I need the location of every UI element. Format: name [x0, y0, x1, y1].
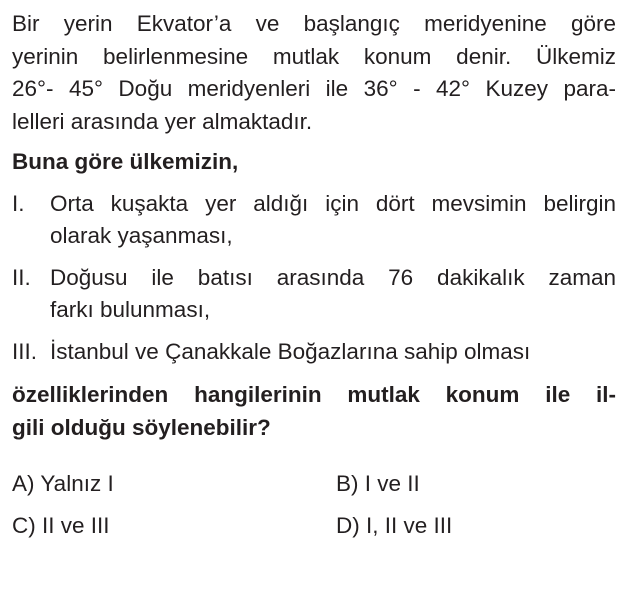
prompt-line: özelliklerinden hangilerinin mutlak konum ile il-: [12, 382, 616, 407]
statement-number: III.: [12, 338, 38, 364]
statement-item-1: [12, 188, 616, 253]
statement-text: [50, 188, 616, 253]
statement-line: İstanbul ve Çanakkale Boğazlarına sahip olması: [50, 338, 531, 364]
option-c[interactable]: C) II ve III: [12, 513, 110, 538]
statement-item-3: [12, 336, 616, 369]
stem-line: 26°- 45° Doğu meridyenleri ile 36° - 42° Kuzey para-: [12, 76, 616, 101]
statement-text: [50, 262, 616, 327]
statement-line: Orta kuşakta yer aldığı için dört mevsimin belirgin: [50, 190, 616, 216]
option-d[interactable]: D) I, II ve III: [336, 513, 453, 538]
question-page: [12, 8, 616, 558]
statement-text: [50, 336, 616, 369]
statement-item-2: [12, 262, 616, 327]
answer-options: [12, 468, 616, 558]
prompt-line: gili olduğu söylenebilir?: [12, 414, 271, 440]
question-stem: [12, 8, 616, 138]
statement-line: olarak yaşanması,: [50, 223, 233, 248]
option-a[interactable]: A) Yalnız I: [12, 471, 114, 496]
stem-line: yerinin belirlenmesine mutlak konum denir. Ülkemiz: [12, 43, 616, 69]
statement-line: farkı bulunması,: [50, 297, 211, 322]
option-b[interactable]: B) I ve II: [336, 471, 420, 496]
statement-number: II.: [12, 264, 31, 290]
stem-line: Bir yerin Ekvator’a ve başlangıç meridyenine göre: [12, 11, 616, 36]
stem-line: lelleri arasında yer almaktadır.: [12, 108, 313, 134]
statement-line: Doğusu ile batısı arasında 76 dakikalık zaman: [50, 264, 616, 290]
question-prompt: [12, 379, 616, 444]
question-lead: Buna göre ülkemizin,: [12, 149, 239, 174]
statement-number: I.: [12, 190, 25, 216]
